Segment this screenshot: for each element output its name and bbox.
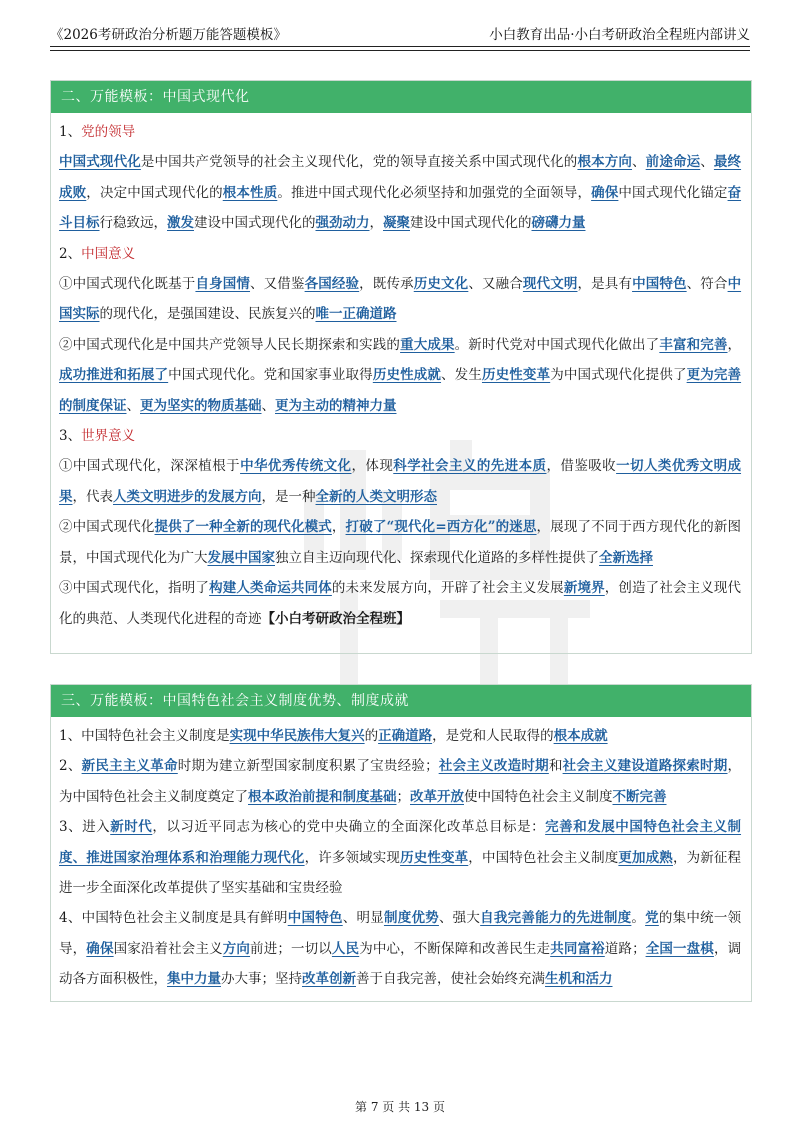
paragraph <box>59 451 741 512</box>
paragraph <box>59 330 741 421</box>
template-card-modernization <box>50 80 752 654</box>
text-run: ，为新征程进一步全面深化改革提供了坚实基础和宝贵经验 <box>59 849 742 897</box>
keyword-highlight: 丰富和完善 <box>659 336 728 353</box>
text-run: ①中国式现代化既基于 <box>59 276 196 293</box>
keyword-highlight: 中国特色 <box>632 276 687 293</box>
header-rule-thin <box>50 50 750 51</box>
text-run: 道路； <box>604 940 646 957</box>
text-run: 建设中国式现代化的 <box>194 215 316 232</box>
text-run: 。推进中国式现代化必须坚持和加强党的全面领导， <box>277 184 592 201</box>
keyword-highlight: 全新选择 <box>599 549 653 566</box>
text-run: 是中国共产党领导的社会主义现代化，党的领导直接关系中国式现代化的 <box>140 154 578 171</box>
header-left-title: 《2026考研政治分析题万能答题模板》 <box>50 27 287 43</box>
text-run: ， <box>369 215 383 232</box>
text-run: ①中国式现代化，深深植根于 <box>59 458 241 475</box>
keyword-highlight: 历史性变革 <box>400 849 469 866</box>
text-run: 为中国式现代化提供了 <box>550 367 687 384</box>
card-title: 二、万能模板：中国式现代化 <box>51 81 751 113</box>
page-number: 第 7 页 共 13 页 <box>355 1100 445 1114</box>
text-run: 的现代化，是强国建设、民族复兴的 <box>99 306 316 323</box>
text-run: 、又融合 <box>468 276 523 293</box>
paragraph <box>59 721 741 751</box>
paragraph <box>59 512 741 573</box>
text-run: 4、中国特色社会主义制度是具有鲜明 <box>59 910 288 927</box>
page-header <box>50 20 750 46</box>
section-heading: 1、党的领导 <box>59 124 136 140</box>
text-run: ， <box>331 519 346 536</box>
paragraph <box>59 269 741 330</box>
text-run: ，创造了社会主义现代化的典范、人类现代化进程的奇迹 <box>59 580 742 627</box>
keyword-highlight: 更为坚实的物质基础 <box>140 397 262 414</box>
keyword-highlight: 改革开放 <box>410 788 464 805</box>
keyword-highlight: 党 <box>645 910 659 927</box>
keyword-highlight: 各国经验 <box>304 276 360 293</box>
keyword-highlight: 不断完善 <box>612 788 667 805</box>
keyword-highlight: 自身国情 <box>195 276 251 293</box>
keyword-highlight: 生机和活力 <box>545 971 613 988</box>
keyword-highlight: 确保 <box>86 940 114 957</box>
keyword-highlight: 根本性质 <box>222 184 278 201</box>
keyword-highlight: 共同富裕 <box>550 940 605 957</box>
text-run: ； <box>396 788 410 805</box>
text-run: ，决定中国式现代化的 <box>86 184 223 201</box>
text-run: ②中国式现代化是中国共产党领导人民长期探索和实践的 <box>59 336 401 353</box>
keyword-highlight: 现代文明 <box>522 276 578 293</box>
paragraph <box>59 147 741 238</box>
section-heading: 2、中国意义 <box>59 245 136 262</box>
keyword-highlight: 社会主义改造时期 <box>438 758 549 775</box>
keyword-highlight: 激发 <box>167 215 194 232</box>
course-tag: 【小白考研政治全程班】 <box>261 610 410 627</box>
text-run: 中国式现代化锚定 <box>618 184 728 201</box>
text-run: ， <box>727 336 742 353</box>
text-run: 行稳致远， <box>99 215 167 232</box>
keyword-highlight: 科学社会主义的先进本质 <box>393 458 547 475</box>
keyword-highlight: 奋斗目标 <box>59 184 742 232</box>
keyword-highlight: 中国特色 <box>287 910 343 927</box>
keyword-highlight: 中华优秀传统文化 <box>240 458 352 475</box>
text-run: 。新时代党对中国式现代化做出了 <box>454 336 660 353</box>
keyword-highlight: 中国实际 <box>59 276 742 323</box>
keyword-highlight: 磅礴力量 <box>531 215 586 232</box>
keyword-highlight: 方向 <box>222 940 251 957</box>
text-run: ，调动各方面积极性， <box>59 940 742 988</box>
keyword-highlight: 全国一盘棋 <box>645 940 714 957</box>
keyword-highlight: 中国式现代化 <box>59 154 141 171</box>
section-heading: 3、世界意义 <box>59 428 136 445</box>
text-run: ②中国式现代化 <box>59 519 155 536</box>
text-run: 、 <box>632 154 646 171</box>
keyword-highlight: 人民 <box>331 940 360 957</box>
text-run: 和 <box>548 758 563 775</box>
text-run: 中国式现代化。党和国家事业取得 <box>168 367 373 384</box>
keyword-highlight: 打破了“现代化=西方化”的迷思 <box>345 519 537 536</box>
keyword-highlight: 确保 <box>591 184 619 201</box>
header-right-title: 小白教育出品·小白考研政治全程班内部讲义 <box>489 27 750 43</box>
text-run: 、强大 <box>438 910 481 927</box>
text-run: 1、中国特色社会主义制度是 <box>59 728 230 744</box>
card-body <box>51 717 751 997</box>
keyword-highlight: 构建人类命运共同体 <box>209 580 332 597</box>
keyword-highlight: 凝聚 <box>383 215 410 232</box>
keyword-highlight: 人类文明进步的发展方向 <box>113 488 262 505</box>
keyword-highlight: 根本政治前提和制度基础 <box>248 788 397 805</box>
text-run: 、发生 <box>441 367 482 384</box>
keyword-highlight: 最终成败 <box>59 154 742 201</box>
text-run: 。 <box>631 910 646 927</box>
keyword-highlight: 全新的人类文明形态 <box>315 488 437 505</box>
paragraph <box>59 903 741 994</box>
card-body <box>51 113 751 636</box>
text-run: ，借鉴吸收 <box>546 458 617 475</box>
text-run: 建设中国式现代化的 <box>410 215 532 232</box>
keyword-highlight: 完善和发展中国特色社会主义制度、推进国家治理体系和治理能力现代化 <box>59 819 742 866</box>
text-run: 时期为建立新型国家制度积累了宝贵经验； <box>177 758 439 775</box>
keyword-highlight: 更为主动的精神力量 <box>275 397 397 414</box>
keyword-highlight: 社会主义建设道路探索时期 <box>562 758 728 775</box>
text-run: 善于自我完善，使社会始终充满 <box>356 971 545 988</box>
keyword-highlight: 集中力量 <box>167 971 221 988</box>
text-run: 的未来发展方向，开辟了社会主义发展 <box>331 580 564 597</box>
template-card-socialist-system <box>50 684 752 1002</box>
keyword-highlight: 发展中国家 <box>207 549 275 566</box>
keyword-highlight: 成功推进和拓展了 <box>59 367 169 384</box>
keyword-highlight: 根本成就 <box>553 728 608 744</box>
keyword-highlight: 新时代 <box>110 819 153 836</box>
text-run: ，是党和人民取得的 <box>432 728 554 744</box>
keyword-highlight: 改革创新 <box>302 971 356 988</box>
keyword-highlight: 制度优势 <box>383 910 439 927</box>
keyword-highlight: 正确道路 <box>378 728 433 744</box>
text-run: 、 <box>261 397 275 414</box>
keyword-highlight: 前途命运 <box>645 154 701 171</box>
text-run: 前进；一切以 <box>250 940 332 957</box>
paragraph <box>59 573 741 634</box>
keyword-highlight: 历史文化 <box>413 276 469 293</box>
keyword-highlight: 实现中华民族伟大复兴 <box>229 728 365 744</box>
keyword-highlight: 更为完善的制度保证 <box>59 367 742 414</box>
text-run: 、 <box>126 397 140 414</box>
text-run: ，是具有 <box>577 276 633 293</box>
keyword-highlight: 新境界 <box>563 580 605 597</box>
keyword-highlight: 根本方向 <box>577 154 633 171</box>
text-run: 3、进入 <box>59 819 111 836</box>
text-run: 的集中统一领导， <box>59 910 742 957</box>
text-run: ，中国特色社会主义制度 <box>468 849 619 866</box>
text-run: 、 <box>700 154 714 171</box>
text-run: ③中国式现代化，指明了 <box>59 580 210 597</box>
text-run: 、明显 <box>342 910 384 927</box>
card-title: 三、万能模板：中国特色社会主义制度优势、制度成就 <box>51 685 751 717</box>
text-run: 2、 <box>59 758 82 775</box>
header-rule <box>50 46 750 47</box>
text-run: ，以习近平同志为核心的党中央确立的全面深化改革总目标是： <box>152 819 546 836</box>
keyword-highlight: 历史性成就 <box>372 367 442 384</box>
text-run: 国家沿着社会主义 <box>113 940 223 957</box>
text-run: ，是一种 <box>261 488 316 505</box>
text-run: 办大事；坚持 <box>221 971 302 988</box>
keyword-highlight: 自我完善能力的先进制度 <box>480 910 632 927</box>
keyword-highlight: 更加成熟 <box>618 849 673 866</box>
keyword-highlight: 一切人类优秀文明成果 <box>59 458 742 505</box>
keyword-highlight: 唯一正确道路 <box>315 306 397 323</box>
text-run: ，代表 <box>72 488 113 505</box>
text-run: 为中心，不断保障和改善民生走 <box>359 940 551 957</box>
keyword-highlight: 历史性变革 <box>481 367 551 384</box>
keyword-highlight: 强劲动力 <box>315 215 370 232</box>
text-run: 使中国特色社会主义制度 <box>464 788 613 805</box>
text-run: 、符合 <box>686 276 728 293</box>
paragraph <box>59 812 741 903</box>
text-run: ，展现了不同于西方现代化的新图景，中国式现代化为广大 <box>59 519 742 566</box>
keyword-highlight: 提供了一种全新的现代化模式 <box>154 519 332 536</box>
text-run: ，为中国特色社会主义制度奠定了 <box>59 758 742 805</box>
keyword-highlight: 重大成果 <box>400 336 455 353</box>
text-run: 独立自主迈向现代化、探索现代化道路的多样性提供了 <box>275 549 599 566</box>
text-run: 、又借鉴 <box>250 276 305 293</box>
text-run: 的 <box>364 728 379 744</box>
keyword-highlight: 新民主主义革命 <box>81 758 178 775</box>
text-run: ，既传承 <box>359 276 414 293</box>
text-run: ，体现 <box>351 458 394 475</box>
text-run: ，许多领域实现 <box>304 849 401 866</box>
paragraph <box>59 751 741 812</box>
